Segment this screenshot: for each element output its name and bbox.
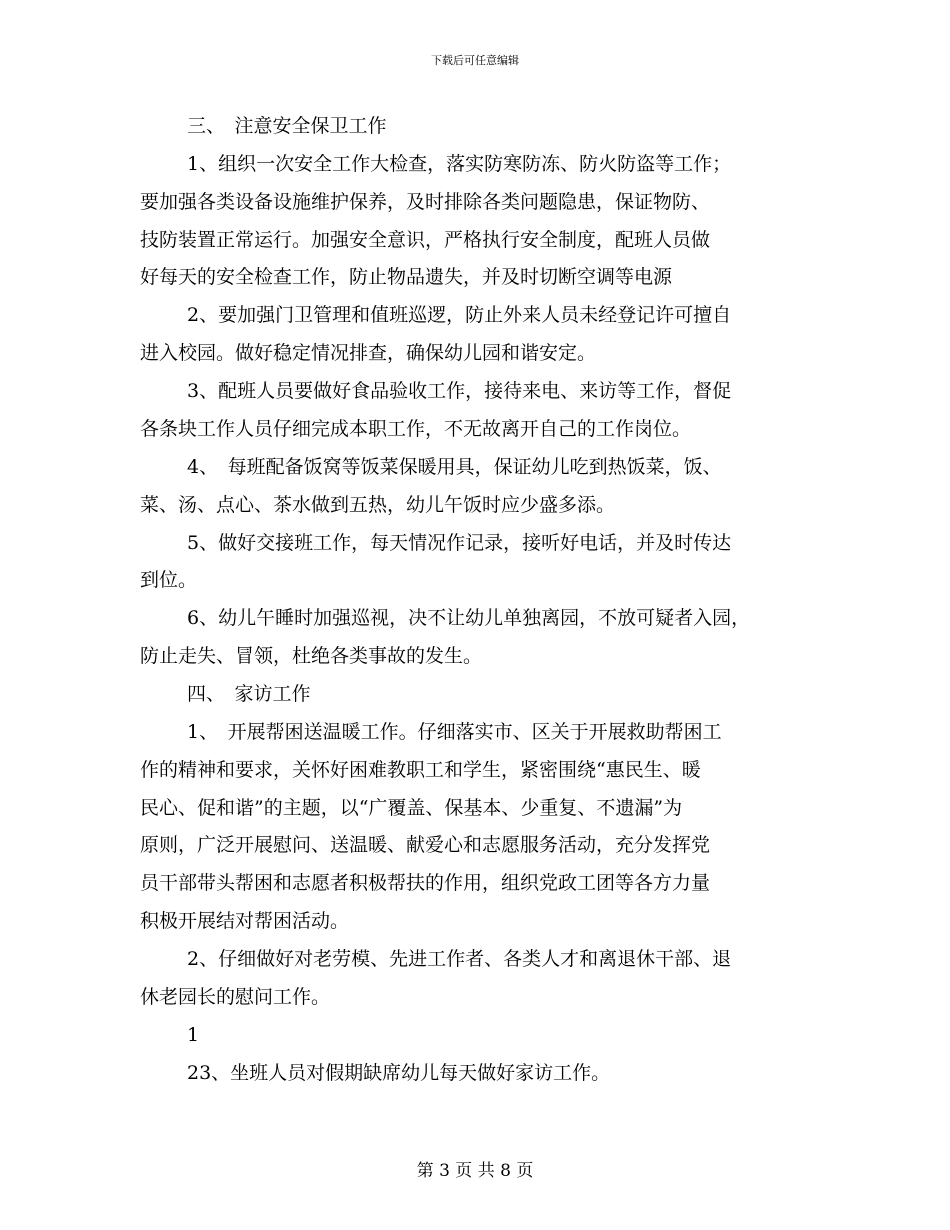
paragraph-line: 要加强各类设备设施维护保养，及时排除各类问题隐患，保证物防、 [140,191,711,213]
paragraph-line: 好每天的安全检查工作，防止物品遗失，并及时切断空调等电源 [140,266,673,288]
paragraph-line: 23、坐班人员对假期缺席幼儿每天做好家访工作。 [187,1062,611,1084]
paragraph-line: 防止走失、冒领，杜绝各类事故的发生。 [140,645,483,667]
paragraph-line: 积极开展结对帮困活动。 [140,910,350,932]
paragraph-line: 2、仔细做好对老劳模、先进工作者、各类人才和离退休干部、退 [187,948,732,970]
paragraph-line: 4、 每班配备饭窝等饭菜保暖用具，保证幼儿吃到热饭菜，饭、 [187,456,722,478]
paragraph-line: 6、幼儿午睡时加强巡视，决不让幼儿单独离园，不放可疑者入园， [187,607,751,629]
paragraph-line: 员干部带头帮困和志愿者积极帮扶的作用，组织党政工团等各方力量 [140,872,711,894]
section-heading: 四、 家访工作 [187,683,311,705]
paragraph-line: 5、做好交接班工作，每天情况作记录，接听好电话，并及时传达 [187,532,732,554]
paragraph-line: 各条块工作人员仔细完成本职工作，不无故离开自己的工作岗位。 [140,418,692,440]
paragraph-line: 3、配班人员要做好食品验收工作，接待来电、来访等工作，督促 [187,380,732,402]
paragraph-line: 菜、汤、点心、茶水做到五热，幼儿午饭时应少盛多添。 [140,494,616,516]
paragraph-line: 到位。 [140,569,198,591]
paragraph-line: 1、 开展帮困送温暖工作。仔细落实市、区关于开展救助帮困工 [187,721,722,743]
paragraph-line: 技防装置正常运行。加强安全意识，严格执行安全制度，配班人员做 [140,229,711,251]
paragraph-line: 原则，广泛开展慰问、送温暖、献爱心和志愿服务活动，充分发挥党 [140,834,711,856]
paragraph-line: 1 [187,1024,200,1046]
paragraph-line: 2、要加强门卫管理和值班巡逻，防止外来人员未经登记许可擅自 [187,304,732,326]
page-header: 下载后可任意编辑 [431,54,519,67]
paragraph-line: 民心、促和谐”的主题，以“广覆盖、保基本、少重复、不遗漏”为 [140,797,683,819]
paragraph-line: 休老园长的慰问工作。 [140,986,331,1008]
paragraph-line: 进入校园。做好稳定情况排查，确保幼儿园和谐安定。 [140,342,597,364]
paragraph-line: 作的精神和要求，关怀好困难教职工和学生，紧密围绕“惠民生、暖 [140,759,701,781]
paragraph-line: 1、组织一次安全工作大检查，落实防寒防冻、防火防盗等工作； [187,153,732,175]
section-heading: 三、 注意安全保卫工作 [187,115,387,137]
page-footer: 第 3 页 共 8 页 [416,1161,534,1181]
